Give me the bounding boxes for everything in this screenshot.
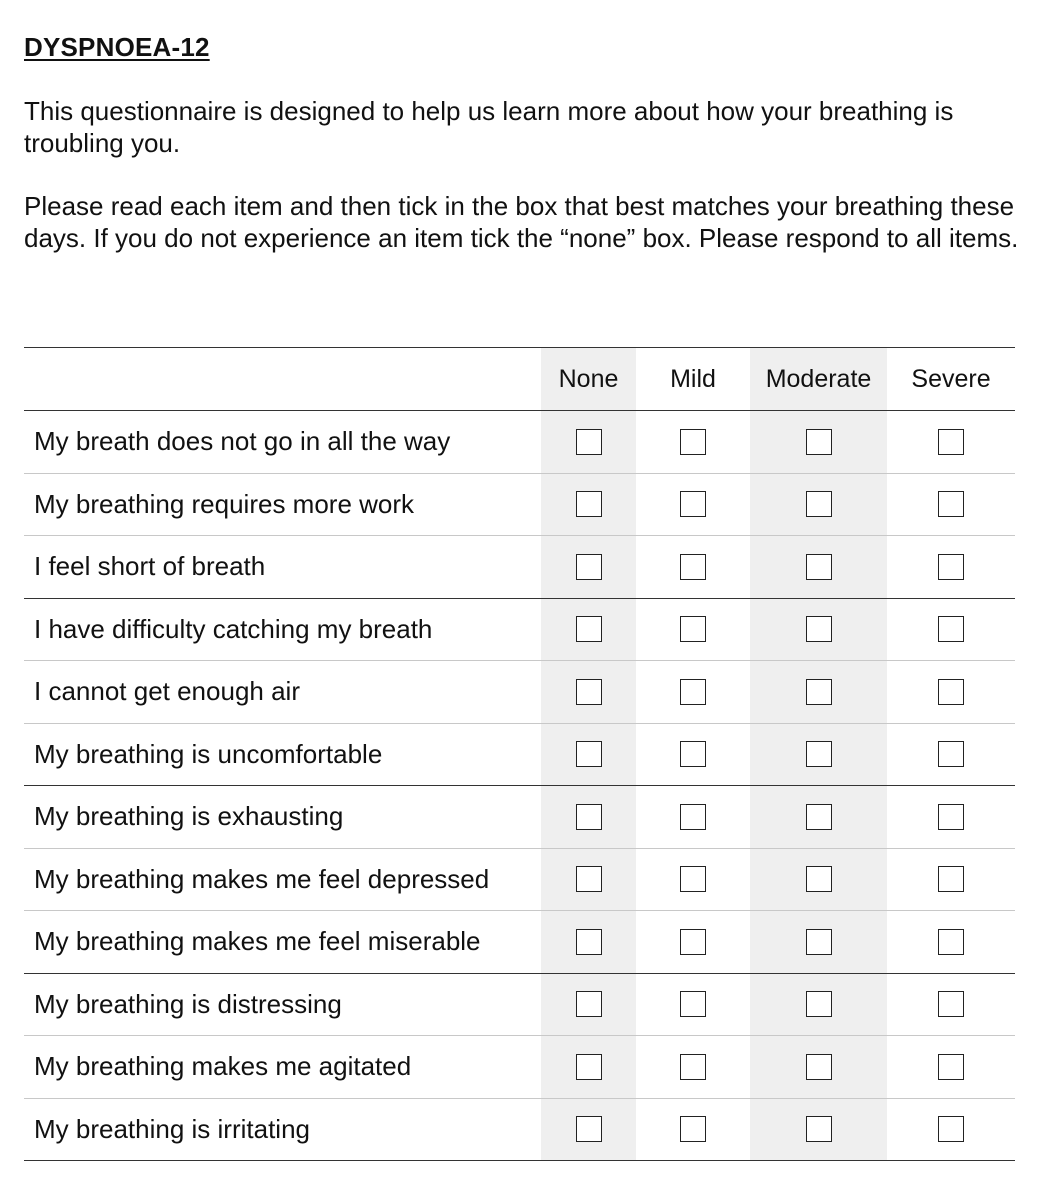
checkbox-none[interactable] — [576, 1054, 602, 1080]
item-label: My breathing is uncomfortable — [34, 738, 383, 769]
cell-severe — [887, 598, 1015, 661]
checkbox-moderate[interactable] — [806, 616, 832, 642]
questionnaire-table — [24, 347, 1015, 1161]
checkbox-severe[interactable] — [938, 1054, 964, 1080]
checkbox-severe[interactable] — [938, 929, 964, 955]
checkbox-moderate[interactable] — [806, 429, 832, 455]
checkbox-moderate[interactable] — [806, 929, 832, 955]
intro-paragraph: This questionnaire is designed to help us learn more about how your breathing is troubling you. — [24, 96, 954, 158]
checkbox-none[interactable] — [576, 554, 602, 580]
column-header-mild: Mild — [670, 364, 716, 393]
cell-none — [541, 1036, 636, 1099]
table-row — [24, 598, 1015, 661]
cell-severe — [887, 473, 1015, 536]
checkbox-severe[interactable] — [938, 741, 964, 767]
item-label: My breathing requires more work — [34, 488, 415, 519]
cell-none — [541, 786, 636, 849]
checkbox-mild[interactable] — [680, 1116, 706, 1142]
cell-moderate — [750, 598, 887, 661]
cell-moderate — [750, 536, 887, 599]
checkbox-mild[interactable] — [680, 679, 706, 705]
checkbox-none[interactable] — [576, 616, 602, 642]
cell-mild — [636, 661, 750, 724]
item-label: My breathing makes me feel depressed — [34, 863, 490, 894]
cell-mild — [636, 723, 750, 786]
item-label: My breathing is exhausting — [34, 801, 344, 832]
checkbox-none[interactable] — [576, 929, 602, 955]
checkbox-mild[interactable] — [680, 554, 706, 580]
cell-moderate — [750, 411, 887, 474]
cell-mild — [636, 973, 750, 1036]
column-header-none: None — [541, 348, 636, 411]
checkbox-severe[interactable] — [938, 1116, 964, 1142]
cell-severe — [887, 848, 1015, 911]
table-row — [24, 848, 1015, 911]
checkbox-severe[interactable] — [938, 554, 964, 580]
header-row — [24, 348, 1015, 411]
cell-none — [541, 411, 636, 474]
page-title: DYSPNOEA-12 — [24, 32, 210, 62]
column-header-moderate: Moderate — [750, 348, 887, 411]
header-item-blank — [24, 348, 541, 411]
item-label: My breath does not go in all the way — [34, 426, 451, 457]
checkbox-moderate[interactable] — [806, 679, 832, 705]
cell-moderate — [750, 848, 887, 911]
checkbox-moderate[interactable] — [806, 991, 832, 1017]
checkbox-mild[interactable] — [680, 429, 706, 455]
cell-none — [541, 536, 636, 599]
table-row — [24, 661, 1015, 724]
cell-moderate — [750, 473, 887, 536]
cell-mild — [636, 786, 750, 849]
cell-mild — [636, 911, 750, 974]
cell-severe — [887, 411, 1015, 474]
checkbox-none[interactable] — [576, 1116, 602, 1142]
cell-none — [541, 1098, 636, 1161]
cell-none — [541, 661, 636, 724]
checkbox-mild[interactable] — [680, 491, 706, 517]
cell-moderate — [750, 911, 887, 974]
checkbox-mild[interactable] — [680, 991, 706, 1017]
cell-moderate — [750, 1098, 887, 1161]
checkbox-moderate[interactable] — [806, 491, 832, 517]
table-row — [24, 473, 1015, 536]
checkbox-mild[interactable] — [680, 929, 706, 955]
cell-none — [541, 473, 636, 536]
checkbox-none[interactable] — [576, 491, 602, 517]
checkbox-severe[interactable] — [938, 491, 964, 517]
checkbox-moderate[interactable] — [806, 1054, 832, 1080]
cell-none — [541, 973, 636, 1036]
cell-severe — [887, 1036, 1015, 1099]
checkbox-none[interactable] — [576, 991, 602, 1017]
checkbox-severe[interactable] — [938, 804, 964, 830]
cell-mild — [636, 598, 750, 661]
checkbox-none[interactable] — [576, 804, 602, 830]
item-label: My breathing makes me agitated — [34, 1051, 412, 1082]
checkbox-moderate[interactable] — [806, 804, 832, 830]
cell-severe — [887, 661, 1015, 724]
checkbox-severe[interactable] — [938, 866, 964, 892]
checkbox-mild[interactable] — [680, 804, 706, 830]
table-row — [24, 786, 1015, 849]
item-label: I cannot get enough air — [34, 676, 300, 707]
table-row — [24, 1036, 1015, 1099]
table-row — [24, 911, 1015, 974]
checkbox-mild[interactable] — [680, 1054, 706, 1080]
cell-mild — [636, 473, 750, 536]
cell-severe — [887, 536, 1015, 599]
checkbox-mild[interactable] — [680, 741, 706, 767]
cell-mild — [636, 536, 750, 599]
instructions-paragraph: Please read each item and then tick in the box that best matches your breathing these days. If you do not experience an item tick the “none” box. Please respond to all items. — [24, 191, 1019, 253]
cell-moderate — [750, 973, 887, 1036]
cell-severe — [887, 911, 1015, 974]
item-label: I feel short of breath — [34, 551, 266, 582]
table-row — [24, 723, 1015, 786]
checkbox-moderate[interactable] — [806, 866, 832, 892]
column-header-severe: Severe — [911, 364, 991, 393]
checkbox-moderate[interactable] — [806, 554, 832, 580]
table-row — [24, 1098, 1015, 1161]
checkbox-none[interactable] — [576, 741, 602, 767]
item-label: My breathing is irritating — [34, 1113, 310, 1144]
cell-mild — [636, 1098, 750, 1161]
checkbox-severe[interactable] — [938, 616, 964, 642]
cell-mild — [636, 411, 750, 474]
checkbox-severe[interactable] — [938, 429, 964, 455]
item-label: My breathing is distressing — [34, 988, 342, 1019]
table-row — [24, 411, 1015, 474]
cell-none — [541, 848, 636, 911]
cell-moderate — [750, 723, 887, 786]
cell-severe — [887, 973, 1015, 1036]
questionnaire-table-wrapper — [24, 347, 1015, 1161]
checkbox-severe[interactable] — [938, 991, 964, 1017]
cell-moderate — [750, 1036, 887, 1099]
cell-severe — [887, 786, 1015, 849]
checkbox-moderate[interactable] — [806, 741, 832, 767]
cell-none — [541, 598, 636, 661]
item-label: I have difficulty catching my breath — [34, 613, 433, 644]
checkbox-none[interactable] — [576, 679, 602, 705]
table-row — [24, 973, 1015, 1036]
checkbox-none[interactable] — [576, 866, 602, 892]
cell-moderate — [750, 661, 887, 724]
checkbox-mild[interactable] — [680, 616, 706, 642]
checkbox-none[interactable] — [576, 429, 602, 455]
item-label: My breathing makes me feel miserable — [34, 926, 481, 957]
checkbox-mild[interactable] — [680, 866, 706, 892]
cell-none — [541, 911, 636, 974]
cell-mild — [636, 848, 750, 911]
checkbox-severe[interactable] — [938, 679, 964, 705]
cell-moderate — [750, 786, 887, 849]
checkbox-moderate[interactable] — [806, 1116, 832, 1142]
cell-none — [541, 723, 636, 786]
cell-severe — [887, 723, 1015, 786]
cell-severe — [887, 1098, 1015, 1161]
cell-mild — [636, 1036, 750, 1099]
table-row — [24, 536, 1015, 599]
